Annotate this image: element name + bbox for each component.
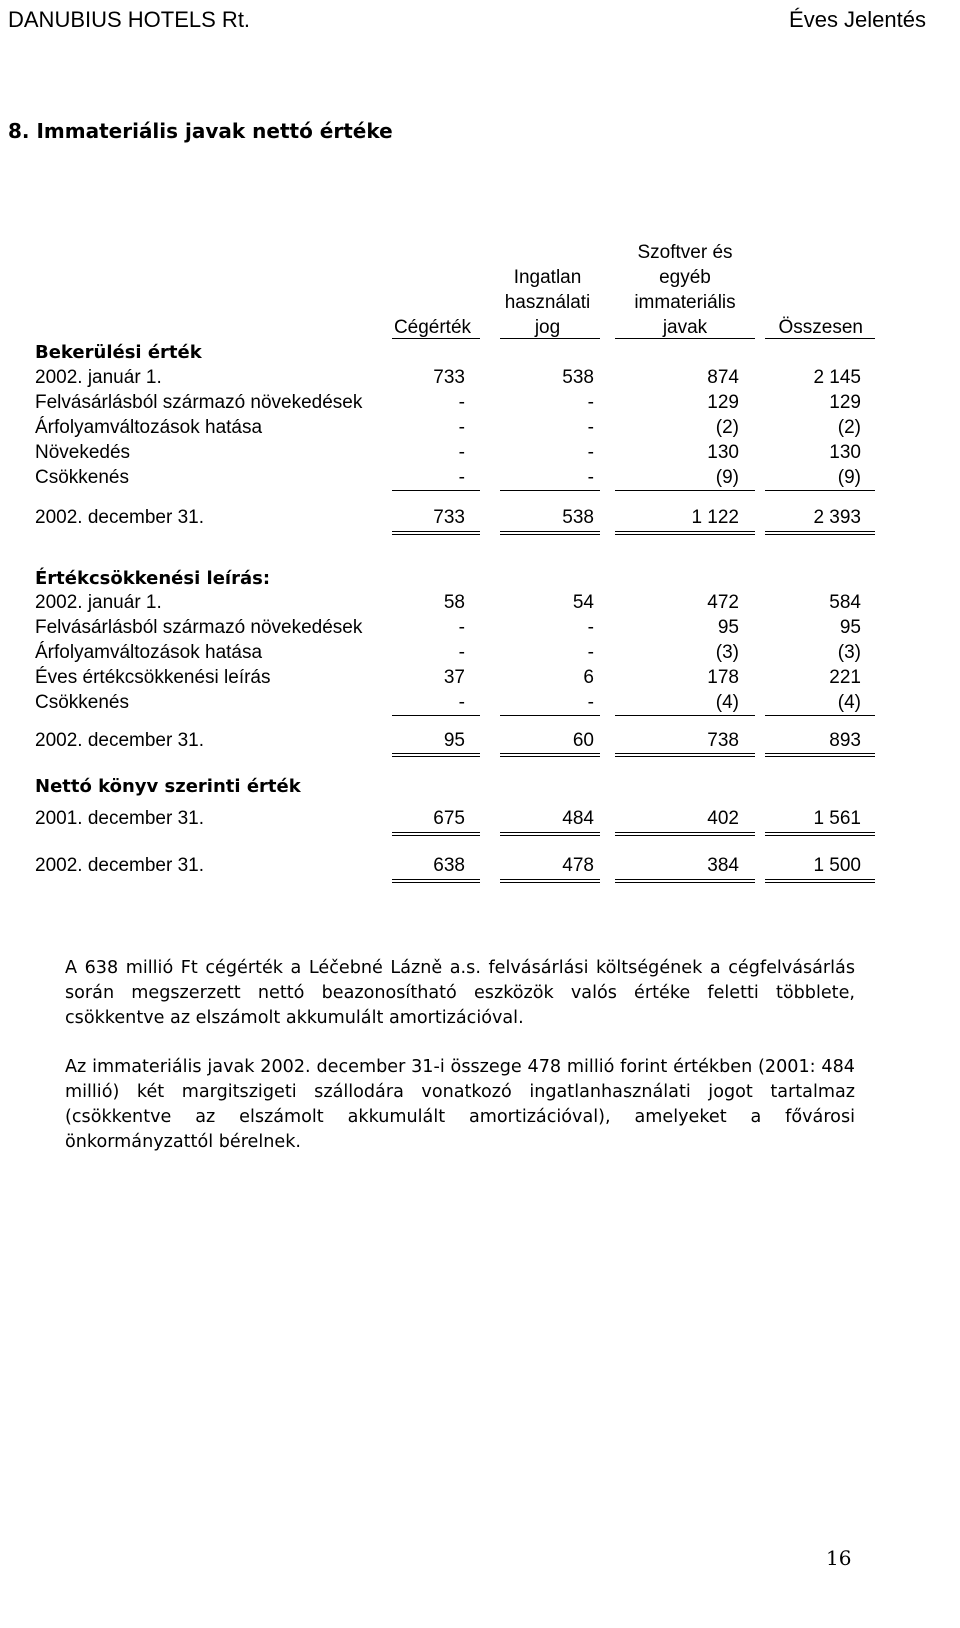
total-double-underline: [615, 832, 755, 836]
row-label: Éves értékcsökkenési leírás: [35, 667, 271, 688]
table-cell: (3): [837, 642, 861, 663]
table-cell: -: [458, 692, 465, 713]
total-double-underline: [392, 879, 480, 883]
table-cell: 58: [443, 592, 465, 613]
table-cell: 538: [562, 507, 594, 528]
table-cell: 130: [707, 442, 739, 463]
table-cell: -: [458, 642, 465, 663]
row-label: Növekedés: [35, 442, 131, 463]
row-label: 2002. január 1.: [35, 367, 162, 388]
section-label-ertekcsokkenes: Értékcsökkenési leírás:: [35, 568, 271, 589]
table-cell: 402: [707, 808, 739, 829]
table-cell: -: [458, 442, 465, 463]
table-cell: 2 145: [813, 367, 861, 388]
total-double-underline: [392, 531, 480, 535]
table-cell: 584: [829, 592, 861, 613]
subtotal-underline: [392, 715, 480, 716]
table-cell: 60: [572, 730, 594, 751]
table-cell: 1 561: [813, 808, 861, 829]
table-cell: -: [458, 467, 465, 488]
table-cell: (9): [837, 467, 861, 488]
total-double-underline: [392, 832, 480, 836]
table-cell: (9): [715, 467, 739, 488]
table-cell: 6: [583, 667, 594, 688]
row-label: Csökkenés: [35, 467, 129, 488]
header-underline: [765, 338, 875, 339]
total-double-underline: [615, 753, 755, 757]
header-underline: [500, 338, 600, 339]
table-cell: 221: [829, 667, 861, 688]
table-cell: -: [587, 467, 594, 488]
total-double-underline: [765, 753, 875, 757]
table-cell: 95: [717, 617, 739, 638]
column-header-szoftver: Szoftver és egyéb immateriális javak: [634, 242, 736, 338]
row-label: Árfolyamváltozások hatása: [35, 642, 263, 663]
total-double-underline: [615, 879, 755, 883]
row-label: 2002. december 31.: [35, 855, 205, 876]
total-double-underline: [500, 753, 600, 757]
table-cell: -: [587, 442, 594, 463]
header-underline: [615, 338, 755, 339]
table-cell: -: [587, 392, 594, 413]
section-label-bekerulesi: Bekerülési érték: [35, 342, 202, 363]
table-cell: 95: [839, 617, 861, 638]
subtotal-underline: [500, 715, 600, 716]
row-label: Felvásárlásból származó növekedések: [35, 617, 363, 638]
table-cell: -: [458, 617, 465, 638]
table-cell: (3): [715, 642, 739, 663]
subtotal-underline: [765, 715, 875, 716]
total-double-underline: [765, 879, 875, 883]
table-cell: 675: [433, 808, 465, 829]
table-cell: 54: [572, 592, 594, 613]
total-double-underline: [392, 753, 480, 757]
table-cell: -: [587, 617, 594, 638]
table-cell: -: [587, 692, 594, 713]
table-cell: 95: [443, 730, 465, 751]
subtotal-underline: [615, 715, 755, 716]
note-paragraph-property-rights: Az immateriális javak 2002. december 31-i összege 478 millió forint értékben (2001: 484 millió) két margitszigeti szállodára vonatkozó ingatlanhasználati jogot tartalmaz (csökkentve az elszámolt akkumulált amortizációval), amelyeket a fővárosi önkormányzattól bérelnek.: [65, 1057, 855, 1152]
subtotal-underline: [615, 490, 755, 491]
total-double-underline: [500, 832, 600, 836]
section-label-netto: Nettó könyv szerinti érték: [35, 776, 301, 797]
column-header-osszesen: Összesen: [778, 317, 863, 338]
table-cell: -: [458, 417, 465, 438]
table-cell: (2): [837, 417, 861, 438]
table-cell: 384: [707, 855, 739, 876]
table-cell: 638: [433, 855, 465, 876]
header-underline: [392, 338, 480, 339]
table-cell: (4): [715, 692, 739, 713]
table-cell: 37: [443, 667, 465, 688]
table-cell: 2 393: [813, 507, 861, 528]
table-cell: 130: [829, 442, 861, 463]
row-label: 2002. december 31.: [35, 730, 205, 751]
subtotal-underline: [765, 490, 875, 491]
table-cell: -: [587, 642, 594, 663]
section-title: 8. Immateriális javak nettó értéke: [8, 119, 393, 143]
table-cell: (2): [715, 417, 739, 438]
table-cell: 738: [707, 730, 739, 751]
column-header-ingatlan: Ingatlan használati jog: [504, 267, 591, 338]
table-cell: -: [458, 392, 465, 413]
table-cell: (4): [837, 692, 861, 713]
table-cell: 129: [707, 392, 739, 413]
note-paragraph-goodwill: A 638 millió Ft cégérték a Léčebné Lázně a.s. felvásárlási költségének a cégfelvásárlás során megszerzett nettó beazonosítható eszközök valós értéke feletti többlete, csökkentve az elszámolt akkumulált amortizációval.: [65, 958, 855, 1028]
subtotal-underline: [392, 490, 480, 491]
table-cell: 538: [562, 367, 594, 388]
subtotal-underline: [500, 490, 600, 491]
table-cell: 484: [562, 808, 594, 829]
total-double-underline: [765, 832, 875, 836]
total-double-underline: [615, 531, 755, 535]
row-label: 2002. január 1.: [35, 592, 162, 613]
header-report-title: Éves Jelentés: [789, 7, 926, 32]
table-cell: 472: [707, 592, 739, 613]
row-label: 2001. december 31.: [35, 808, 205, 829]
table-cell: 893: [829, 730, 861, 751]
page-number: 16: [826, 1546, 852, 1570]
table-cell: 733: [433, 507, 465, 528]
row-label: Felvásárlásból származó növekedések: [35, 392, 363, 413]
total-double-underline: [500, 531, 600, 535]
row-label: Csökkenés: [35, 692, 129, 713]
table-cell: -: [587, 417, 594, 438]
total-double-underline: [500, 879, 600, 883]
column-header-cegertek: Cégérték: [393, 317, 472, 338]
table-cell: 733: [433, 367, 465, 388]
table-cell: 478: [562, 855, 594, 876]
table-cell: 874: [707, 367, 739, 388]
table-cell: 129: [829, 392, 861, 413]
row-label: 2002. december 31.: [35, 507, 205, 528]
table-cell: 178: [707, 667, 739, 688]
header-company: DANUBIUS HOTELS Rt.: [8, 7, 251, 32]
table-cell: 1 500: [813, 855, 861, 876]
total-double-underline: [765, 531, 875, 535]
row-label: Árfolyamváltozások hatása: [35, 417, 263, 438]
table-cell: 1 122: [691, 507, 739, 528]
